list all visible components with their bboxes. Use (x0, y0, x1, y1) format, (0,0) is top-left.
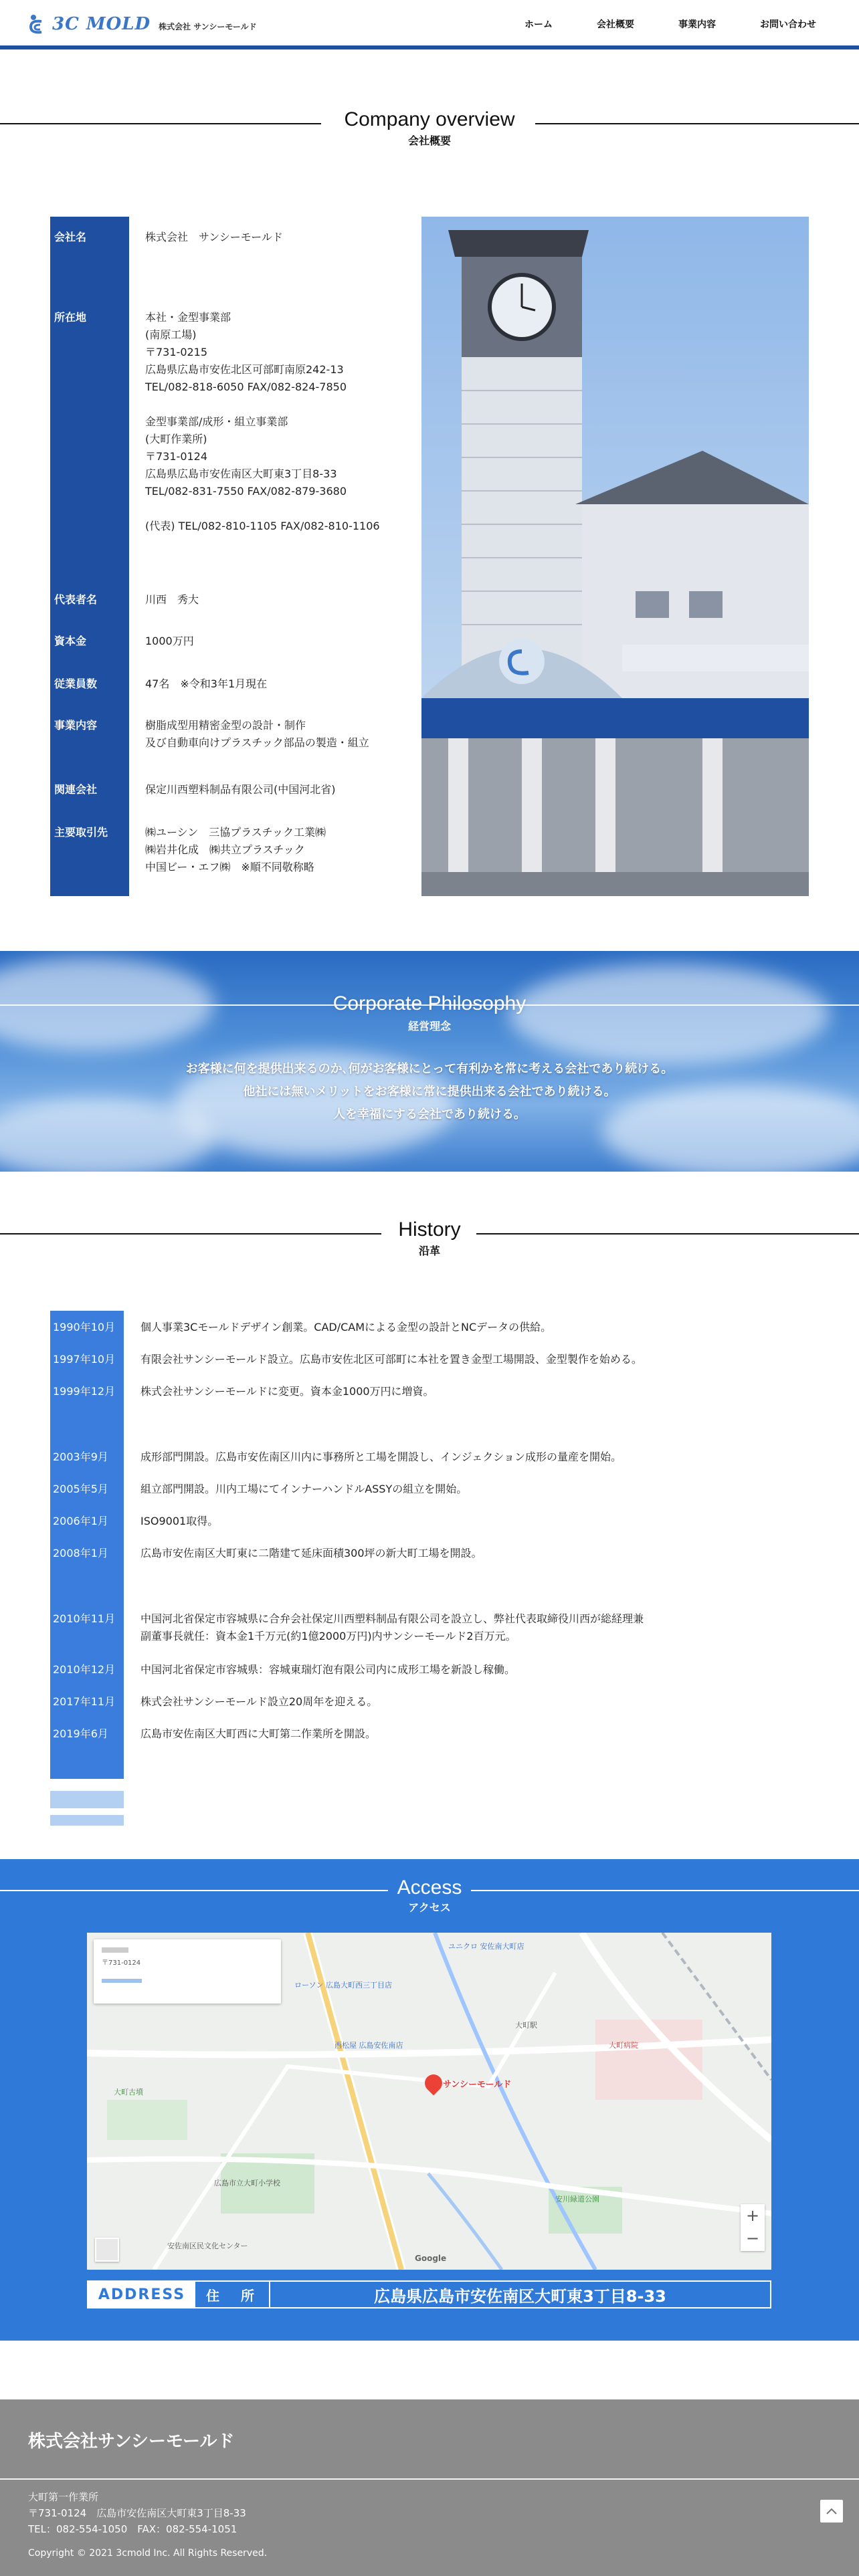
history-heading (0, 1218, 859, 1258)
overview-value: 1000万円 (145, 635, 194, 647)
overview-label: 関連会社 (54, 783, 98, 796)
history-text: 中国河北省保定市容城県：容城東瑞灯泡有限公司内に成形工場を新設し稼働。 (140, 1663, 516, 1676)
history-date: 2019年6月 (53, 1727, 108, 1740)
overview-value: 川西 秀大 (145, 593, 199, 606)
history-text: 中国河北省保定市容城県に合弁会社保定川西塑料制品有限公司を設立し、弊社代表取締役川西が総経理兼 副董事長就任：資本金1千万元(約1億2000万円)内サンシーモールド2百万元。 (140, 1612, 644, 1642)
back-to-top-button[interactable] (820, 2500, 843, 2523)
address-label-en: ADDRESS (88, 2282, 195, 2307)
map-layer-toggle-icon[interactable] (95, 2238, 119, 2262)
nav-company[interactable]: 会社概要 (597, 19, 634, 30)
history-date: 2005年5月 (53, 1483, 108, 1495)
history-text: 成形部門開設。広島市安佐南区川内に事務所と工場を開設し、インジェクション成形の量産を開始。 (140, 1451, 622, 1463)
map-info-card[interactable] (94, 1939, 281, 2004)
google-map[interactable] (87, 1933, 771, 2270)
philosophy-section (0, 951, 859, 1172)
footer-contact-info: 大町第一作業所 〒731-0124 広島市安佐南区大町東3丁目8-33 TEL：082-554-1050 FAX：082-554-1051 (28, 2491, 246, 2535)
philosophy-heading (0, 992, 859, 1033)
history-date: 2010年11月 (53, 1612, 116, 1625)
history-text: 株式会社サンシーモールドに変更。資本金1000万円に増資。 (140, 1385, 434, 1398)
map-label: 大町駅 (515, 2021, 537, 2030)
philosophy-line: 他社には無いメリットをお客様に常に提供出来る会社であり続ける。 (243, 1085, 616, 1099)
map-label: 安佐南区民文化センター (167, 2242, 248, 2250)
footer-copyright: Copyright © 2021 3cmold Inc. All Rights Reserved. (28, 2548, 268, 2559)
map-label: ユニクロ 安佐南大町店 (448, 1942, 524, 1951)
footer-company-name: 株式会社サンシーモールド (28, 2432, 235, 2452)
overview-label: 主要取引先 (54, 826, 108, 839)
map-card-title-placeholder (102, 1947, 128, 1953)
history-date: 1999年12月 (53, 1385, 116, 1398)
history-date: 1990年10月 (53, 1321, 116, 1333)
timeline-bar (50, 1791, 124, 1808)
overview-title-en: Company overview (332, 108, 527, 131)
overview-value: 本社・金型事業部 (南原工場) 〒731-0215 広島県広島市安佐北区可部町南原242-13 TEL/082-818-6050 FAX/082-824-7850 金型事業部/成形・組立事業部 (大町作業所) 〒731-0124 広島県広島市安佐南区大町東3丁目8-33 TEL/082-831-7550 FAX/082-879-3680 (代表) TEL/082-810-1105 FAX/082-810-1106 (145, 311, 380, 532)
overview-label: 所在地 (54, 311, 87, 324)
philosophy-title-ja: 経営理念 (407, 1020, 451, 1033)
overview-heading (0, 108, 859, 148)
overview-value: 保定川西塑料制品有限公司(中国河北省) (145, 783, 336, 796)
logo-icon (27, 13, 47, 35)
overview-value: 47名 ※令和3年1月現在 (145, 677, 268, 690)
history-text: 広島市安佐南区大町西に大町第二作業所を開設。 (140, 1727, 377, 1740)
map-pin-label: サンシーモールド (443, 2080, 512, 2090)
map-label: 大町病院 (609, 2041, 638, 2050)
address-label-ja: 住 所 (195, 2282, 270, 2307)
nav-home[interactable]: ホーム (524, 19, 553, 30)
address-value: 広島県広島市安佐南区大町東3丁目8-33 (270, 2282, 770, 2307)
philosophy-text (0, 1058, 859, 1126)
site-header (0, 0, 859, 49)
overview-value: 樹脂成型用精密金型の設計・制作 及び自動車向けプラスチック部品の製造・組立 (145, 719, 369, 749)
philosophy-line: 人を幸福にする会社であり続ける。 (333, 1107, 526, 1121)
overview-label: 事業内容 (54, 719, 98, 732)
history-date: 2003年9月 (53, 1451, 108, 1463)
overview-title-ja: 会社概要 (407, 134, 451, 147)
heading-rule-right (535, 123, 859, 124)
history-title-ja: 沿革 (418, 1245, 440, 1257)
chevron-up-icon (826, 2508, 837, 2514)
map-card-link[interactable] (102, 1979, 142, 1983)
overview-value: 株式会社 サンシーモールド (145, 231, 283, 243)
history-text: 組立部門開設。川内工場にてインナーハンドルASSYの組立を開始。 (140, 1483, 468, 1495)
history-date: 2017年11月 (53, 1695, 116, 1708)
access-title-en: Access (388, 1876, 472, 1899)
nav-contact[interactable]: お問い合わせ (760, 19, 816, 30)
google-logo: Google (415, 2254, 447, 2263)
logo-subtitle: 株式会社 サンシーモールド (159, 21, 257, 31)
history-text: 個人事業3Cモールドデザイン創業。CAD/CAMによる金型の設計とNCデータの供給。 (140, 1321, 552, 1333)
overview-label: 代表者名 (54, 593, 98, 606)
heading-rule-left (0, 1233, 381, 1235)
overview-label: 従業員数 (54, 677, 98, 690)
history-text: 有限会社サンシーモールド設立。広島市安佐北区可部町に本社を置き金型工場開設、金型製作を始める。 (140, 1353, 642, 1366)
logo[interactable] (27, 13, 257, 35)
overview-label: 会社名 (54, 231, 87, 243)
history-title-en: History (386, 1218, 472, 1241)
history-date: 1997年10月 (53, 1353, 116, 1366)
zoom-out-icon[interactable]: − (745, 2229, 760, 2248)
overview-value: ㈱ユーシン 三協プラスチック工業㈱ ㈱岩井化成 ㈱共立プラスチック 中国ビー・エフ㈱ ※順不同敬称略 (145, 826, 326, 873)
map-label: 広島市立大町小学校 (214, 2179, 280, 2187)
access-title-ja: アクセス (408, 1901, 451, 1914)
main-nav (524, 17, 816, 31)
map-label: 大町古墳 (114, 2088, 143, 2097)
site-footer (0, 2399, 859, 2576)
history-date: 2010年12月 (53, 1663, 116, 1676)
footer-divider (0, 2478, 859, 2480)
history-text: 広島市安佐南区大町東に二階建て延床面積300坪の新大町工場を開設。 (140, 1547, 482, 1560)
overview-table (50, 217, 405, 896)
logo-text: 3C MOLD (52, 14, 151, 34)
access-section (0, 1859, 859, 2341)
philosophy-line: お客様に何を提供出来るのか､何がお客様にとって有利かを常に考える会社であり続ける。 (185, 1062, 674, 1076)
building-photo (421, 217, 809, 896)
map-zoom-controls[interactable] (741, 2204, 765, 2251)
nav-business[interactable]: 事業内容 (678, 19, 716, 30)
history-date: 2008年1月 (53, 1547, 108, 1560)
philosophy-title-en: Corporate Philosophy (332, 992, 527, 1014)
map-label: 安川緑道公園 (555, 2195, 599, 2204)
address-bar (87, 2280, 771, 2309)
overview-label: 資本金 (54, 635, 87, 647)
heading-rule-left (0, 123, 321, 124)
history-text: 株式会社サンシーモールド設立20周年を迎える。 (140, 1695, 378, 1708)
map-label: ローソン 広島大町西三丁目店 (294, 1981, 393, 1990)
access-heading (0, 1876, 859, 1915)
timeline-bar (50, 1815, 124, 1826)
history-date: 2006年1月 (53, 1515, 108, 1527)
map-card-postcode: 〒731-0124 (102, 1959, 141, 1967)
heading-rule-right (476, 1233, 859, 1235)
history-text: ISO9001取得。 (140, 1515, 219, 1527)
map-label: 西松屋 広島安佐南店 (335, 2041, 403, 2050)
zoom-in-icon[interactable]: + (745, 2206, 760, 2225)
